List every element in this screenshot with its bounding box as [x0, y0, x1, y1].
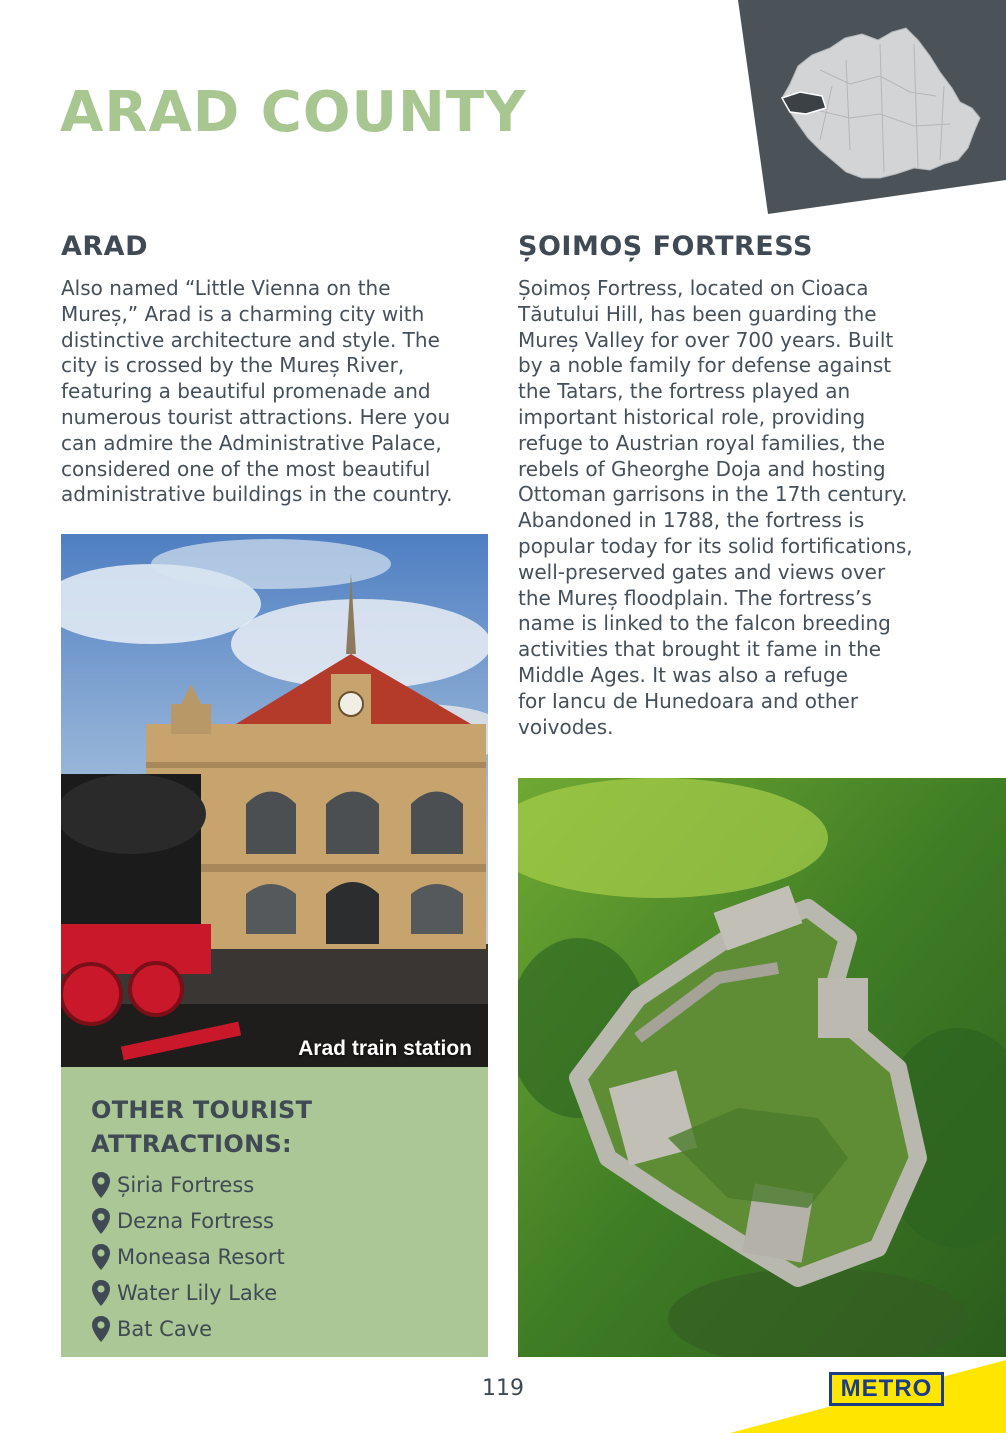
other-attractions-panel — [61, 1067, 488, 1357]
soimos-line: by a noble family for defense against — [518, 353, 892, 378]
attractions-list — [91, 1167, 488, 1347]
soimos-line: Abandoned in 1788, the fortress is — [518, 508, 865, 533]
arad-description — [61, 276, 491, 508]
arad-line: Mureș,” Arad is a charming city with — [61, 301, 425, 326]
arad-line: administrative buildings in the country. — [61, 482, 453, 507]
attraction-label: Dezna Fortress — [117, 1209, 274, 1233]
map-pin-icon — [91, 1279, 111, 1307]
soimos-line: activities that brought it fame in the — [518, 637, 882, 662]
map-pin-icon — [91, 1315, 111, 1343]
photo-caption: Arad train station — [298, 1037, 472, 1060]
soimos-line: Ottoman garrisons in the 17th century. — [518, 482, 908, 507]
list-item — [91, 1167, 488, 1203]
arad-train-station-photo — [61, 534, 488, 1067]
metro-logo-text: METRO — [840, 1375, 933, 1402]
arad-line: can admire the Administrative Palace, — [61, 430, 442, 455]
arad-line: considered one of the most beautiful — [61, 456, 431, 481]
attractions-heading-line: OTHER TOURIST — [91, 1096, 313, 1124]
arad-line: numerous tourist attractions. Here you — [61, 404, 451, 429]
soimos-line: the Mureș floodplain. The fortress’s — [518, 585, 872, 610]
soimos-line: refuge to Austrian royal families, the — [518, 430, 886, 455]
arad-line: distinctive architecture and style. The — [61, 327, 440, 352]
attractions-heading — [91, 1093, 488, 1161]
attraction-label: Șiria Fortress — [117, 1173, 255, 1197]
list-item — [91, 1275, 488, 1311]
attractions-heading-line: ATTRACTIONS: — [91, 1130, 292, 1158]
arad-line: Also named “Little Vienna on the — [61, 276, 391, 300]
attraction-label: Water Lily Lake — [117, 1281, 278, 1305]
soimos-line: name is linked to the falcon breeding — [518, 611, 891, 636]
map-pin-icon — [91, 1207, 111, 1235]
soimos-line: for Iancu de Hunedoara and other — [518, 688, 859, 713]
soimos-heading: ȘOIMOȘ FORTRESS — [518, 231, 813, 262]
metro-logo — [829, 1372, 944, 1406]
page-number: 119 — [482, 1376, 524, 1401]
soimos-line: Șoimoș Fortress, located on Cioaca — [518, 276, 869, 300]
page-title: ARAD COUNTY — [60, 80, 527, 145]
map-pin-icon — [91, 1171, 111, 1199]
map-pin-icon — [91, 1243, 111, 1271]
arad-line: featuring a beautiful promenade and — [61, 379, 431, 404]
list-item — [91, 1203, 488, 1239]
soimos-fortress-photo — [518, 778, 1006, 1357]
soimos-line: Middle Ages. It was also a refuge — [518, 662, 848, 687]
soimos-line: the Tatars, the fortress played an — [518, 379, 851, 404]
arad-highlight — [782, 92, 826, 114]
attraction-label: Bat Cave — [117, 1317, 213, 1341]
attraction-label: Moneasa Resort — [117, 1245, 285, 1269]
soimos-line: rebels of Gheorghe Doja and hosting — [518, 456, 886, 481]
arad-line: city is crossed by the Mureș River, — [61, 353, 405, 378]
soimos-line: Tăutului Hill, has been guarding the — [518, 301, 877, 326]
arad-heading: ARAD — [61, 231, 148, 262]
soimos-line: well-preserved gates and views over — [518, 559, 886, 584]
soimos-line: popular today for its solid fortifications, — [518, 533, 913, 558]
soimos-description — [518, 276, 1006, 740]
soimos-line: Mureș Valley for over 700 years. Built — [518, 327, 894, 352]
soimos-line: important historical role, providing — [518, 404, 866, 429]
list-item — [91, 1239, 488, 1275]
soimos-line: voivodes. — [518, 714, 614, 739]
